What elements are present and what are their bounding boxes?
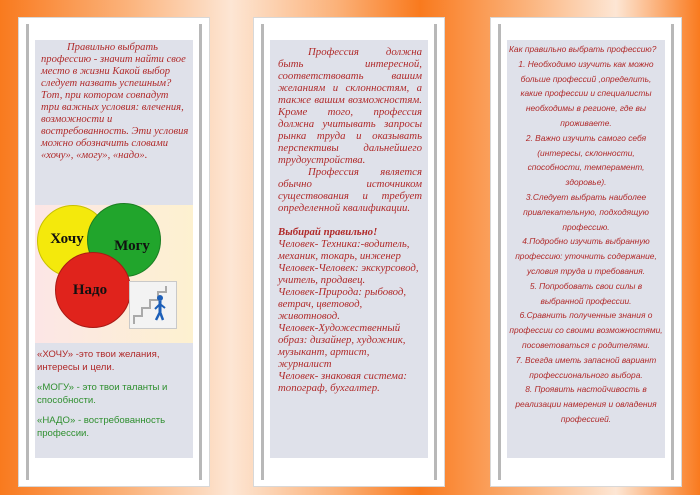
legend — [37, 348, 191, 447]
list-item: 6.Сравнить полученные знания о профессии со своими возможностями, посоветоваться с родителями. — [509, 310, 663, 350]
brochure-panel-middle — [253, 17, 445, 487]
panel-content — [270, 40, 428, 458]
legend-need: «НАДО» - востребованность профессии. — [37, 415, 166, 439]
want-can-need-diagram — [35, 205, 193, 343]
list-item: 1. Необходимо изучить как можно больше профессий ,определить, какие профессии и специалисты необходимы в регионе, где вы проживаете. — [518, 58, 654, 128]
paragraph-interest: Профессия должна быть интересной, соответствовать вашим желаниям и склонностям, а также вашим возможностям. Кроме того, профессия должна учитывать запросы рынка труда и оказывать перспективы дальнейшего трудоустройства. — [278, 46, 422, 166]
paragraph-source: Профессия является обычно источником существования и требует определенной квалификации. — [278, 166, 422, 214]
list-item: Человек- Техника:-водитель, механик, токарь, инженер — [278, 238, 410, 262]
stairs-person-icon — [129, 281, 177, 329]
legend-can: «МОГУ» - это твои таланты и способности. — [37, 382, 168, 406]
list-item: 5. Попробовать свои силы в выбранной профессии. — [529, 280, 643, 306]
need-circle: Надо — [55, 252, 131, 328]
steps-list — [509, 42, 663, 427]
panel-content — [35, 40, 193, 458]
list-item: Человек- знаковая система: топограф, бухгалтер. — [278, 370, 407, 394]
panel-content — [507, 40, 665, 458]
list-item: 3.Следует выбрать наиболее привлекательную, подходящую профессию. — [523, 191, 649, 232]
profession-text — [278, 46, 422, 394]
list-item: 8. Проявить настойчивость в реализации намерения и овладения профессией. — [515, 384, 657, 424]
can-circle: Могу — [87, 203, 161, 277]
list-item: Человек-Художественный образ: дизайнер, художник, музыкант, артист, журналист — [278, 322, 406, 370]
list-item: 2. Важно изучить самого себя (интересы, склонности, способности, темперамент, здоровье). — [525, 132, 647, 188]
steps-title: Как правильно выбрать профессию? — [509, 44, 657, 54]
legend-want: «ХОЧУ» -это твои желания, интересы и цели. — [37, 349, 160, 373]
brochure-panel-right — [490, 17, 682, 487]
choose-heading: Выбирай правильно! — [278, 226, 378, 238]
list-item: Человек-Природа: рыбовод, ветрач, цветовод, животновод. — [278, 286, 407, 322]
list-item: Человек-Человек: экскурсовод, учитель, продавец. — [278, 262, 419, 286]
brochure-panel-left — [18, 17, 210, 487]
intro-paragraph — [41, 42, 189, 162]
want-circle: Хочу — [37, 205, 109, 277]
list-item: 4.Подробно изучить выбранную профессию: уточнить содержание, условия труда и требования. — [515, 236, 657, 276]
intro-text: Правильно выбрать профессию - значит найти свое место в жизни Какой выбор следует назвать успешным? Тот, при котором совпадут три важных условия: влечения, возможности и востребованность. Эти условия можно обозначить словами «хочу», «могу», «надо». — [41, 42, 189, 161]
list-item: 7. Всегда иметь запасной вариант профессионального выбора. — [515, 354, 657, 380]
